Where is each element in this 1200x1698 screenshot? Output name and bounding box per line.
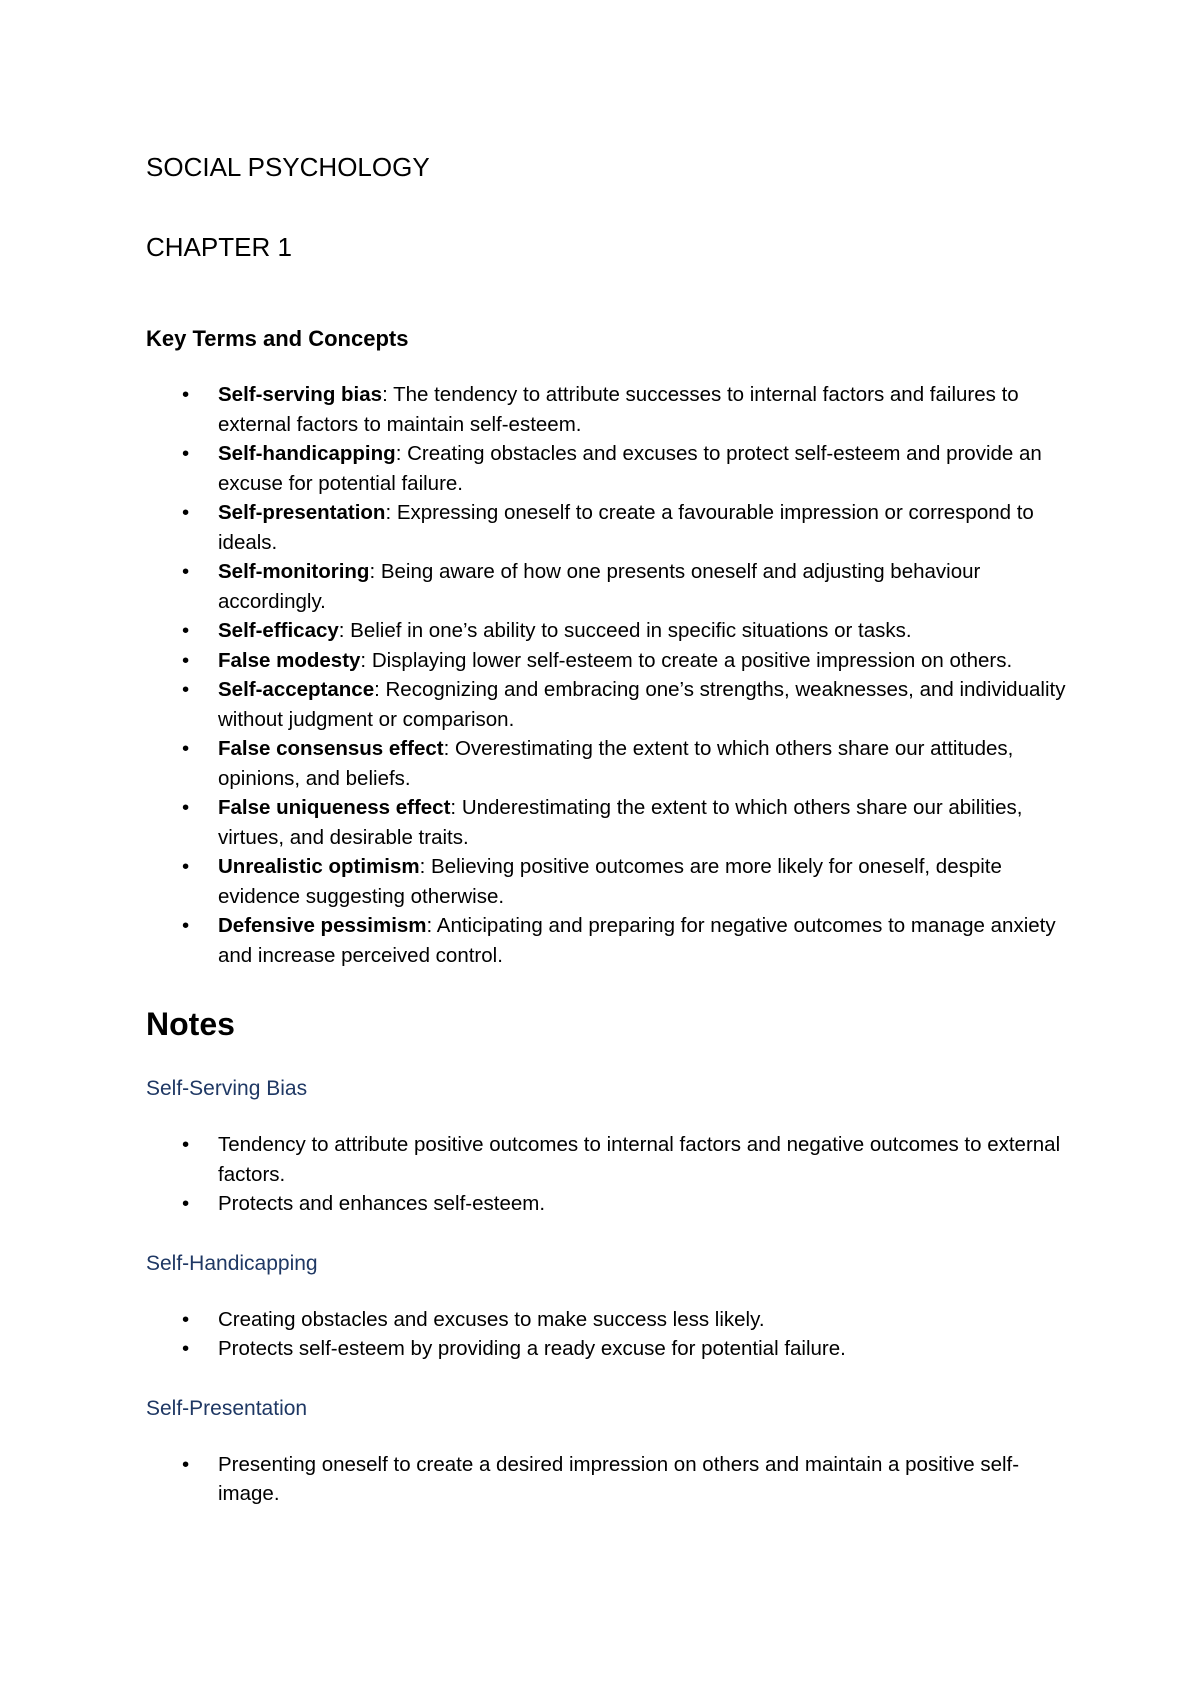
chapter-heading: CHAPTER 1 bbox=[146, 232, 292, 262]
term-label: False modesty bbox=[218, 648, 361, 672]
notes-subheading-self-serving-bias: Self-Serving Bias bbox=[146, 1077, 308, 1100]
list-item bbox=[146, 646, 1066, 676]
list-item: • Creating obstacles and excuses to make success less likely. bbox=[146, 1305, 1066, 1335]
list-item bbox=[146, 616, 1066, 646]
list-item: • Protects self-esteem by providing a ready excuse for potential failure. bbox=[146, 1334, 1066, 1364]
notes-list bbox=[146, 1305, 1066, 1364]
term-label: Self-presentation bbox=[218, 501, 386, 524]
term-definition: : Recognizing and embracing one’s strengths, weaknesses, and individuality without judgment or comparison. bbox=[218, 678, 1066, 731]
term-label: Self-acceptance bbox=[218, 678, 375, 701]
term-label: Self-monitoring bbox=[218, 560, 370, 583]
key-terms-list bbox=[146, 380, 1066, 970]
list-item bbox=[146, 852, 1066, 911]
term-label: Self-efficacy bbox=[218, 619, 339, 642]
term-label: Self-handicapping bbox=[218, 442, 396, 465]
list-item bbox=[146, 380, 1066, 439]
list-item bbox=[146, 498, 1066, 557]
term-definition: : Being aware of how one presents oneself and adjusting behaviour accordingly. bbox=[218, 560, 981, 613]
document-page bbox=[146, 150, 1066, 1509]
term-definition: : Believing positive outcomes are more likely for oneself, despite evidence suggesting otherwise. bbox=[218, 855, 1002, 908]
list-item bbox=[146, 675, 1066, 734]
key-terms-heading: Key Terms and Concepts bbox=[146, 326, 409, 351]
list-item bbox=[146, 911, 1066, 970]
list-item: • Presenting oneself to create a desired impression on others and maintain a positive self-image. bbox=[146, 1450, 1066, 1509]
notes-heading: Notes bbox=[146, 1006, 235, 1042]
list-item bbox=[146, 439, 1066, 498]
notes-list bbox=[146, 1450, 1066, 1509]
list-item bbox=[146, 793, 1066, 852]
list-item bbox=[146, 557, 1066, 616]
term-label: Unrealistic optimism bbox=[218, 855, 420, 878]
list-item: • Protects and enhances self-esteem. bbox=[146, 1189, 1066, 1219]
term-definition: : Creating obstacles and excuses to protect self-esteem and provide an excuse for potential failure. bbox=[218, 442, 1042, 495]
term-label: False consensus effect bbox=[218, 737, 444, 760]
list-item bbox=[146, 734, 1066, 793]
notes-subheading-self-presentation: Self-Presentation bbox=[146, 1396, 308, 1420]
term-definition: : Anticipating and preparing for negative outcomes to manage anxiety and increase perceived control. bbox=[218, 914, 1056, 967]
term-label: Self-serving bias bbox=[218, 383, 383, 406]
term-definition: : Expressing oneself to create a favourable impression or correspond to ideals. bbox=[218, 501, 1034, 554]
term-definition: : Underestimating the extent to which others share our abilities, virtues, and desirable traits. bbox=[218, 796, 1023, 849]
term-label: Defensive pessimism bbox=[218, 914, 427, 937]
term-label: False uniqueness effect bbox=[218, 796, 451, 819]
term-definition: : Belief in one’s ability to succeed in specific situations or tasks. bbox=[338, 619, 912, 642]
term-definition: : Displaying lower self-esteem to create a positive impression on others. bbox=[360, 648, 1013, 672]
document-title: SOCIAL PSYCHOLOGY bbox=[146, 152, 430, 182]
list-item: • Tendency to attribute positive outcomes to internal factors and negative outcomes to external factors. bbox=[146, 1130, 1066, 1189]
notes-subheading-self-handicapping: Self-Handicapping bbox=[146, 1251, 318, 1275]
term-definition: : The tendency to attribute successes to internal factors and failures to external factors to maintain self-esteem. bbox=[218, 383, 1019, 436]
term-definition: : Overestimating the extent to which others share our attitudes, opinions, and beliefs. bbox=[218, 737, 1014, 790]
notes-list bbox=[146, 1130, 1066, 1219]
